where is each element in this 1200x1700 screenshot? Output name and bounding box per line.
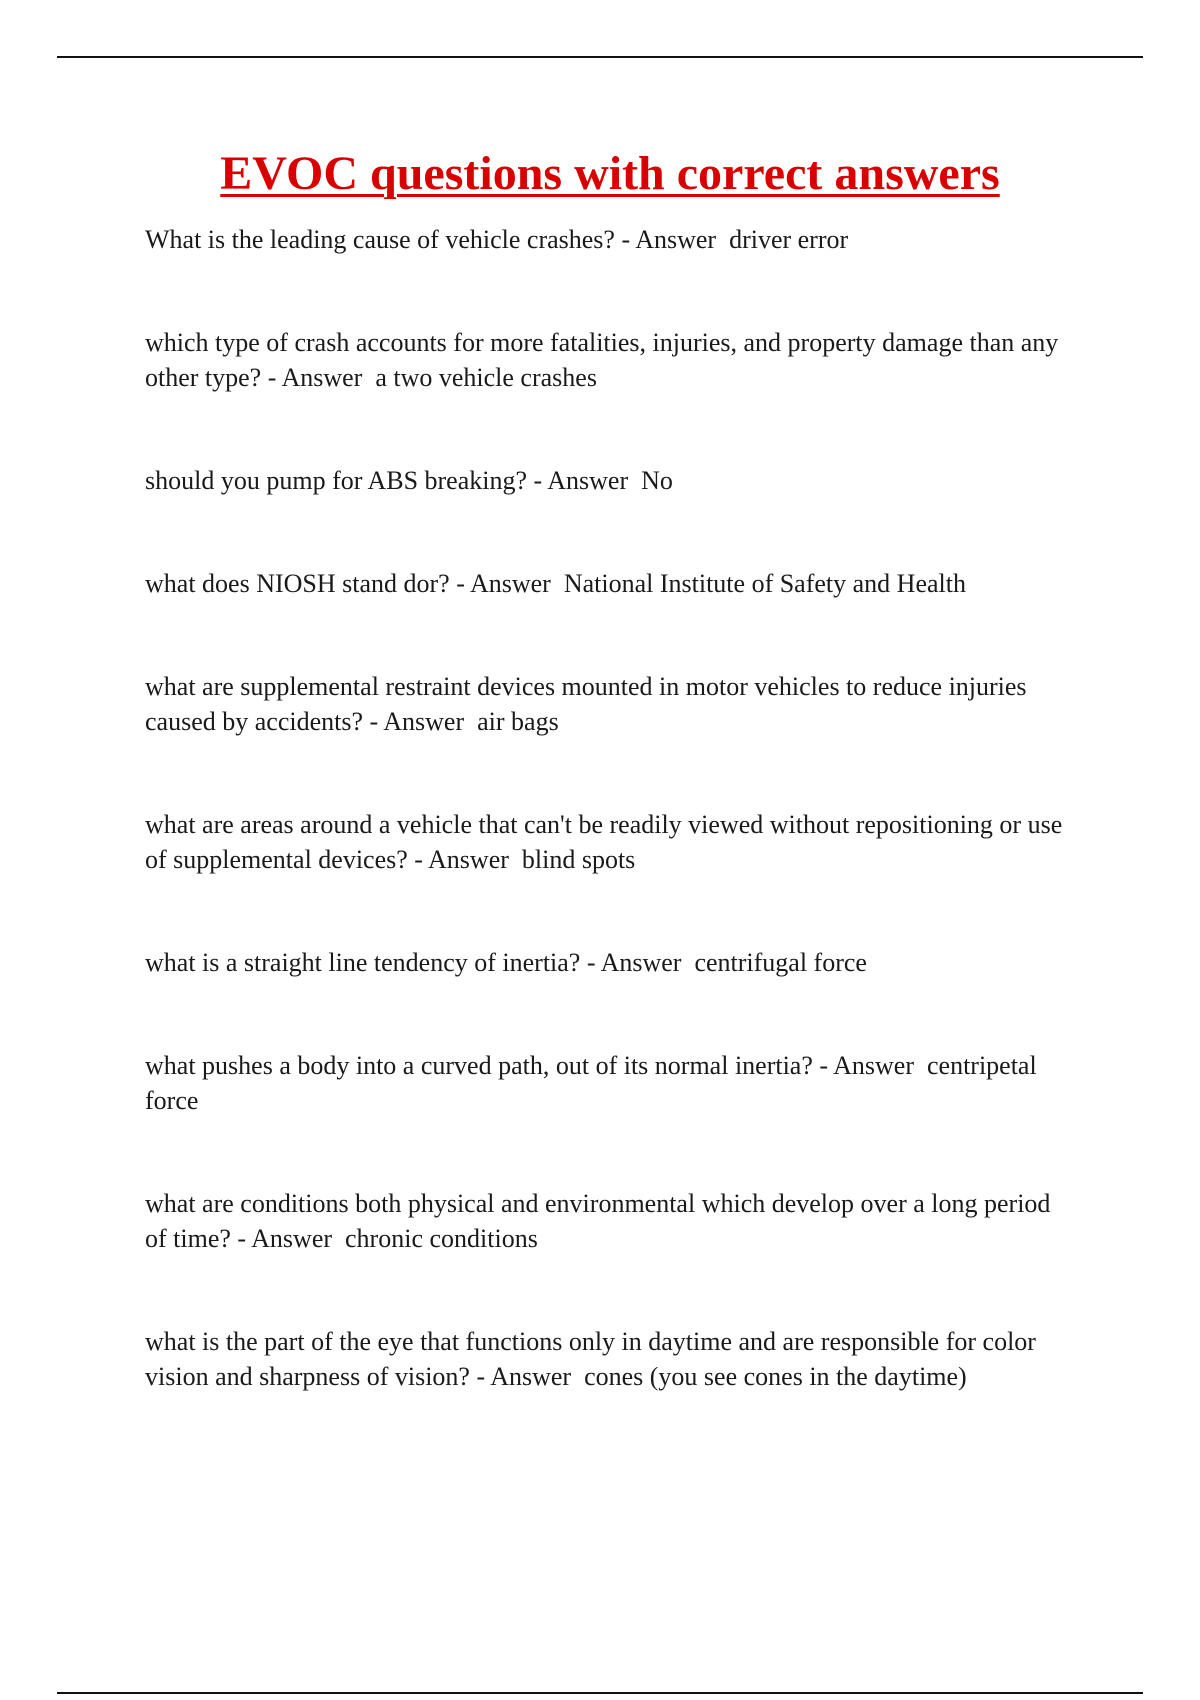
qa-item [145, 945, 1075, 980]
question-text: what are areas around a vehicle that can't be readily viewed without repositioning or use of supplemental devices? [145, 810, 1063, 874]
question-text: what are supplemental restraint devices mounted in motor vehicles to reduce injuries caused by accidents? [145, 672, 1027, 736]
answer-separator: - Answer [527, 466, 635, 495]
document-title: EVOC questions with correct answers [220, 147, 1000, 200]
answer-separator: - Answer [407, 845, 516, 874]
answer-separator: - Answer [812, 1051, 921, 1080]
answer-text: centrifugal force [694, 948, 867, 977]
answer-text: blind spots [521, 845, 636, 874]
qa-item [145, 1186, 1075, 1256]
answer-separator: - Answer [469, 1362, 578, 1391]
qa-item [145, 463, 1075, 498]
question-text: What is the leading cause of vehicle crashes? [145, 225, 615, 254]
question-text: what is a straight line tendency of inertia? [145, 948, 581, 977]
footer-rule [57, 1692, 1143, 1694]
qa-item [145, 566, 1075, 601]
answer-text: air bags [477, 707, 559, 736]
question-text: should you pump for ABS breaking? [145, 466, 528, 495]
qa-item [145, 325, 1075, 395]
answer-text: chronic conditions [345, 1224, 538, 1253]
answer-separator: - Answer [363, 707, 471, 736]
question-text: what is the part of the eye that functions only in daytime and are responsible for color vision and sharpness of vision? [145, 1327, 1036, 1391]
answer-separator: - Answer [449, 569, 558, 598]
answer-separator: - Answer [230, 1224, 339, 1253]
qa-item [145, 807, 1075, 877]
question-text: what are conditions both physical and environmental which develop over a long period of time? [145, 1189, 1051, 1253]
answer-text: National Institute of Safety and Health [563, 569, 966, 598]
qa-item [145, 1048, 1075, 1118]
document-page [145, 140, 1075, 1462]
question-text: which type of crash accounts for more fatalities, injuries, and property damage than any other type? [145, 328, 1059, 392]
answer-separator: - Answer [261, 363, 369, 392]
qa-item [145, 669, 1075, 739]
qa-item [145, 1324, 1075, 1394]
answer-separator: - Answer [614, 225, 723, 254]
header-rule [57, 56, 1143, 58]
question-text: what pushes a body into a curved path, out of its normal inertia? [145, 1051, 813, 1080]
answer-text: cones (you see cones in the daytime) [584, 1362, 967, 1391]
question-text: what does NIOSH stand dor? [145, 569, 450, 598]
answer-text: a two vehicle crashes [375, 363, 597, 392]
answer-separator: - Answer [580, 948, 688, 977]
answer-text: No [641, 466, 673, 495]
answer-text: driver error [729, 225, 849, 254]
qa-item [145, 222, 1075, 257]
answer-text: centripetal force [145, 1051, 1037, 1115]
qa-list [145, 222, 1075, 1394]
